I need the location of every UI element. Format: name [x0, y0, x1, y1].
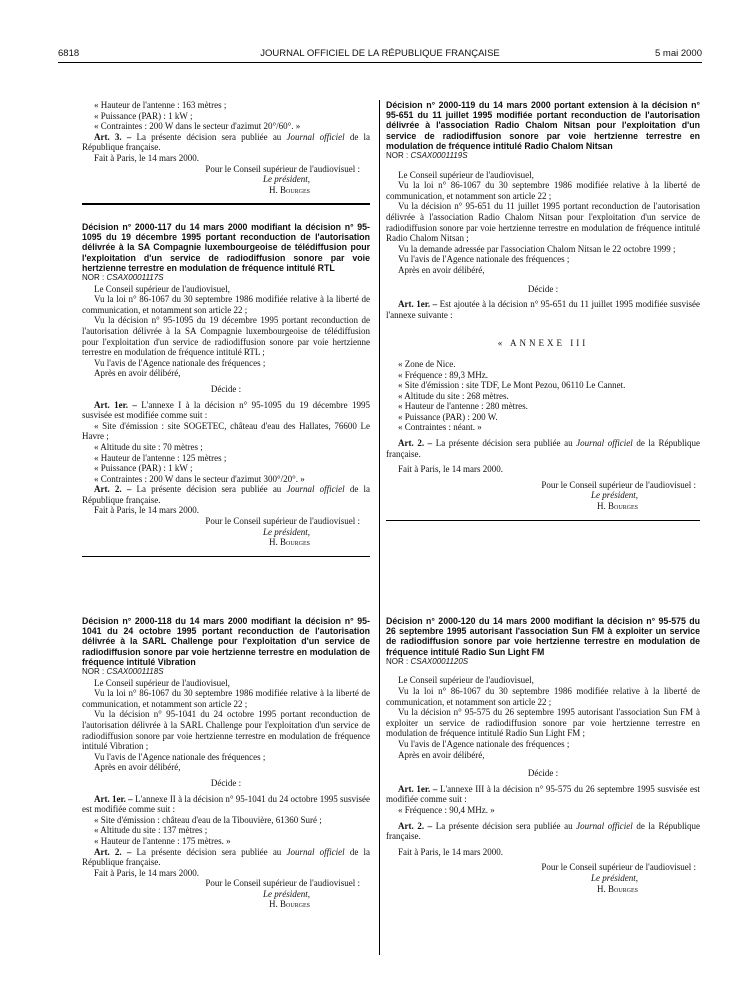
visa-line: Vu l'avis de l'Agence nationale des fréquences ; — [398, 254, 570, 265]
decision-title: Décision n° 2000-119 du 14 mars 2000 portant extension à la décision n° 95-651 du 11 juillet 1995 modifiée portant reconduction de l'autorisation délivrée à l'association Radio Chalom Nitsan pour l'exploitation d'un service de radiodiffusion sonore par voie hertzienne terrestre en modulation de fréquence intitulé Radio Chalom Nitsan — [386, 100, 700, 151]
decide-heading: Décide : — [210, 777, 242, 788]
signature-role: Le président, — [263, 174, 310, 185]
visa-line: Vu l'avis de l'Agence nationale des fréquences ; — [398, 738, 570, 749]
visa-line: Le Conseil supérieur de l'audiovisuel, — [398, 675, 534, 686]
visa-line: Vu la demande adressée par l'association Chalom Nitsan le 22 octobre 1999 ; — [398, 243, 676, 254]
signature-role: Le président, — [263, 888, 310, 899]
article-3: Art. 3. – La présente décision sera publiée au Journal officiel de la République française. — [82, 131, 370, 153]
fait-line: Fait à Paris, le 14 mars 2000. — [94, 152, 199, 163]
list-item: « Zone de Nice. — [398, 358, 456, 369]
left-column — [82, 100, 370, 205]
visa-line: Vu la décision n° 95-1095 du 19 décembre 1995 portant reconduction de l'autorisation délivrée à la SA Compagnie luxembourgeoise de télédiffusion pour l'exploitation d'un service de radiodiffusion sonore par voie hertzienne terrestre en modulation de fréquence intitulé RTL ; — [82, 315, 370, 358]
decision-117 — [82, 222, 370, 557]
decide-heading: Décide : — [527, 283, 559, 294]
signature-intro: Pour le Conseil supérieur de l'audiovisuel : — [541, 862, 696, 873]
list-item: « Contraintes : néant. » — [398, 422, 482, 433]
signature-name: H. Bourges — [268, 899, 310, 910]
article-1: Art. 1er. – L'annexe I à la décision n° 95-1095 du 19 décembre 1995 susvisée est modifiée comme suit : — [82, 399, 371, 421]
signature-name: H. Bourges — [596, 883, 638, 894]
section-separator — [386, 520, 700, 522]
list-item: « Altitude du site : 137 mètres ; — [94, 825, 208, 836]
fait-line: Fait à Paris, le 14 mars 2000. — [398, 846, 503, 857]
visa-line: Vu la loi n° 86-1067 du 30 septembre 1986 modifiée relative à la liberté de communication, et notamment son article 22 ; — [386, 180, 700, 201]
visa-line: Vu la décision n° 95-1041 du 24 octobre 1995 portant reconduction de l'autorisation délivrée à la SARL Challenge pour l'exploitation d'un service de radiodiffusion sonore par voie hertzienne terrestre en modulation de fréquence intitulé Vibration ; — [82, 709, 370, 752]
list-item: « Site d'émission : château d'eau de la Tibouvière, 61360 Suré ; — [94, 814, 322, 825]
visa-line: Après en avoir délibéré, — [398, 749, 485, 760]
list-item: « Fréquence : 89,3 MHz. — [398, 369, 488, 380]
list-item: « Site d'émission : site TDF, Le Mont Pezou, 06110 Le Cannet. — [398, 380, 626, 391]
list-item: « Contraintes : 200 W dans le secteur d'azimut 300°/20°. » — [94, 473, 305, 484]
visa-line: Vu l'avis de l'Agence nationale des fréquences ; — [94, 751, 266, 762]
article-2: Art. 2. – La présente décision sera publiée au Journal officiel de la République française. — [82, 484, 370, 505]
decision-title: Décision n° 2000-118 du 14 mars 2000 modifiant la décision n° 95-1041 du 24 octobre 1995 portant reconduction de l'autorisation délivrée à la SARL Challenge pour l'exploitation d'un service de radiodiffusion sonore par voie hertzienne terrestre en modulation de fréquence intitulé Vibration — [82, 616, 370, 667]
header-rule — [58, 62, 702, 63]
visa-line: Vu la loi n° 86-1067 du 30 septembre 1986 modifiée relative à la liberté de communication, et notamment son article 22 ; — [82, 294, 370, 315]
fait-line: Fait à Paris, le 14 mars 2000. — [94, 867, 199, 878]
visa-line: Après en avoir délibéré, — [94, 368, 181, 379]
decision-120 — [386, 616, 700, 894]
list-item: « Altitude du site : 268 mètres. — [398, 390, 509, 401]
article-1: Art. 1er. – L'annexe II à la décision n° 95-1041 du 24 octobre 1995 susvisée est modifiée comme suit : — [82, 793, 370, 815]
visa-line: Vu la loi n° 86-1067 du 30 septembre 1986 modifiée relative à la liberté de communication, et notamment son article 22 ; — [386, 686, 700, 707]
fait-line: Fait à Paris, le 14 mars 2000. — [398, 464, 503, 475]
article-2: Art. 2. – La présente décision sera publiée au Journal officiel de la République française. — [386, 820, 700, 842]
decide-heading: Décide : — [527, 768, 559, 779]
visa-line: Vu l'avis de l'Agence nationale des fréquences ; — [94, 357, 266, 368]
fait-line: Fait à Paris, le 14 mars 2000. — [94, 505, 199, 516]
signature-role: Le président, — [591, 490, 638, 501]
article-2: Art. 2. – La présente décision sera publiée au Journal officiel de la République française. — [386, 438, 700, 459]
nor-reference: NOR : CSAX0001117S — [82, 273, 164, 283]
list-item: « Hauteur de l'antenne : 125 mètres ; — [94, 452, 227, 463]
decision-title: Décision n° 2000-120 du 14 mars 2000 modifiant la décision n° 95-575 du 26 septembre 1995 autorisant l'association Sun FM à exploiter un service de radiodiffusion sonore par voie hertzienne terrestre en modulation de fréquence intitulé Radio Sun Light FM — [386, 616, 700, 657]
section-separator — [82, 203, 370, 205]
visa-line: Le Conseil supérieur de l'audiovisuel, — [398, 169, 534, 180]
page-header — [58, 48, 702, 62]
annex-heading: « ANNEXE III — [497, 338, 589, 349]
signature-intro: Pour le Conseil supérieur de l'audiovisuel : — [205, 878, 360, 889]
signature-name: H. Bourges — [268, 537, 310, 548]
signature-intro: Pour le Conseil supérieur de l'audiovisuel : — [205, 516, 360, 527]
decision-118 — [82, 616, 370, 910]
page-number: 6818 — [58, 48, 80, 59]
visa-line: Après en avoir délibéré, — [398, 264, 485, 275]
decision-title: Décision n° 2000-117 du 14 mars 2000 modifiant la décision n° 95-1095 du 19 décembre 1995 portant reconduction de l'autorisation délivrée à la SA Compagnie luxembourgeoise de télédiffusion pour l'exploitation d'un service de radiodiffusion sonore par voie hertzienne terrestre en modulation de fréquence intitulé RTL — [82, 222, 370, 273]
list-item: « Puissance (PAR) : 1 kW ; — [94, 463, 193, 474]
signature-role: Le président, — [263, 526, 310, 537]
list-item: « Puissance (PAR) : 200 W. — [398, 411, 498, 422]
list-item: « Contraintes : 200 W dans le secteur d'azimut 20°/60°. » — [94, 121, 301, 132]
article-1: Art. 1er. – L'annexe III à la décision n° 95-575 du 26 septembre 1995 susvisée est modifiée comme suit : — [386, 783, 701, 805]
visa-line: Le Conseil supérieur de l'audiovisuel, — [94, 677, 230, 688]
visa-line: Le Conseil supérieur de l'audiovisuel, — [94, 283, 230, 294]
list-item: « Site d'émission : site SOGETEC, château d'eau des Hallates, 76600 Le Havre ; — [82, 420, 370, 442]
article-2: Art. 2. – La présente décision sera publiée au Journal officiel de la République française. — [82, 846, 370, 868]
list-item: « Hauteur de l'antenne : 163 mètres ; — [94, 100, 227, 110]
list-item: « Hauteur de l'antenne : 175 mètres. » — [94, 835, 231, 846]
signature-name: H. Bourges — [268, 184, 310, 195]
decide-heading: Décide : — [210, 383, 242, 394]
list-item: « Altitude du site : 70 mètres ; — [94, 441, 203, 452]
section-separator — [82, 556, 370, 558]
list-item: « Fréquence : 90,4 MHz. » — [398, 804, 495, 815]
nor-reference: NOR : CSAX0001119S — [386, 151, 468, 161]
journal-title: JOURNAL OFFICIEL DE LA RÉPUBLIQUE FRANÇAISE — [260, 48, 500, 59]
nor-reference: NOR : CSAX0001120S — [386, 656, 469, 666]
visa-line: Vu la décision n° 95-651 du 11 juillet 1995 portant reconduction de l'autorisation délivrée à l'association Radio Chalom Nitsan pour l'exploitation d'un service de radiodiffusion sonore par voie hertzienne terrestre en modulation de fréquence intitulé Radio Chalom Nitsan ; — [386, 201, 700, 244]
signature-role: Le président, — [591, 872, 638, 883]
visa-line: Vu la décision n° 95-575 du 26 septembre 1995 autorisant l'association Sun FM à exploiter un service de radiodiffusion sonore par voie hertzienne terrestre en modulation de fréquence intitulé Radio Sun Light FM ; — [386, 707, 700, 739]
nor-reference: NOR : CSAX0001118S — [82, 667, 164, 677]
signature-intro: Pour le Conseil supérieur de l'audiovisuel : — [541, 479, 696, 490]
signature-intro: Pour le Conseil supérieur de l'audiovisuel : — [205, 163, 360, 174]
visa-line: Vu la loi n° 86-1067 du 30 septembre 1986 modifiée relative à la liberté de communication, et notamment son article 22 ; — [82, 688, 370, 709]
list-item: « Puissance (PAR) : 1 kW ; — [94, 110, 193, 121]
column-divider — [379, 100, 380, 955]
issue-date: 5 mai 2000 — [654, 48, 702, 59]
article-1: Art. 1er. – Est ajoutée à la décision n° 95-651 du 11 juillet 1995 modifiée susvisée l'annexe suivante : — [386, 299, 700, 320]
decision-119 — [386, 100, 700, 521]
visa-line: Après en avoir délibéré, — [94, 762, 181, 773]
list-item: « Hauteur de l'antenne : 280 mètres. — [398, 401, 528, 412]
signature-name: H. Bourges — [596, 501, 638, 512]
